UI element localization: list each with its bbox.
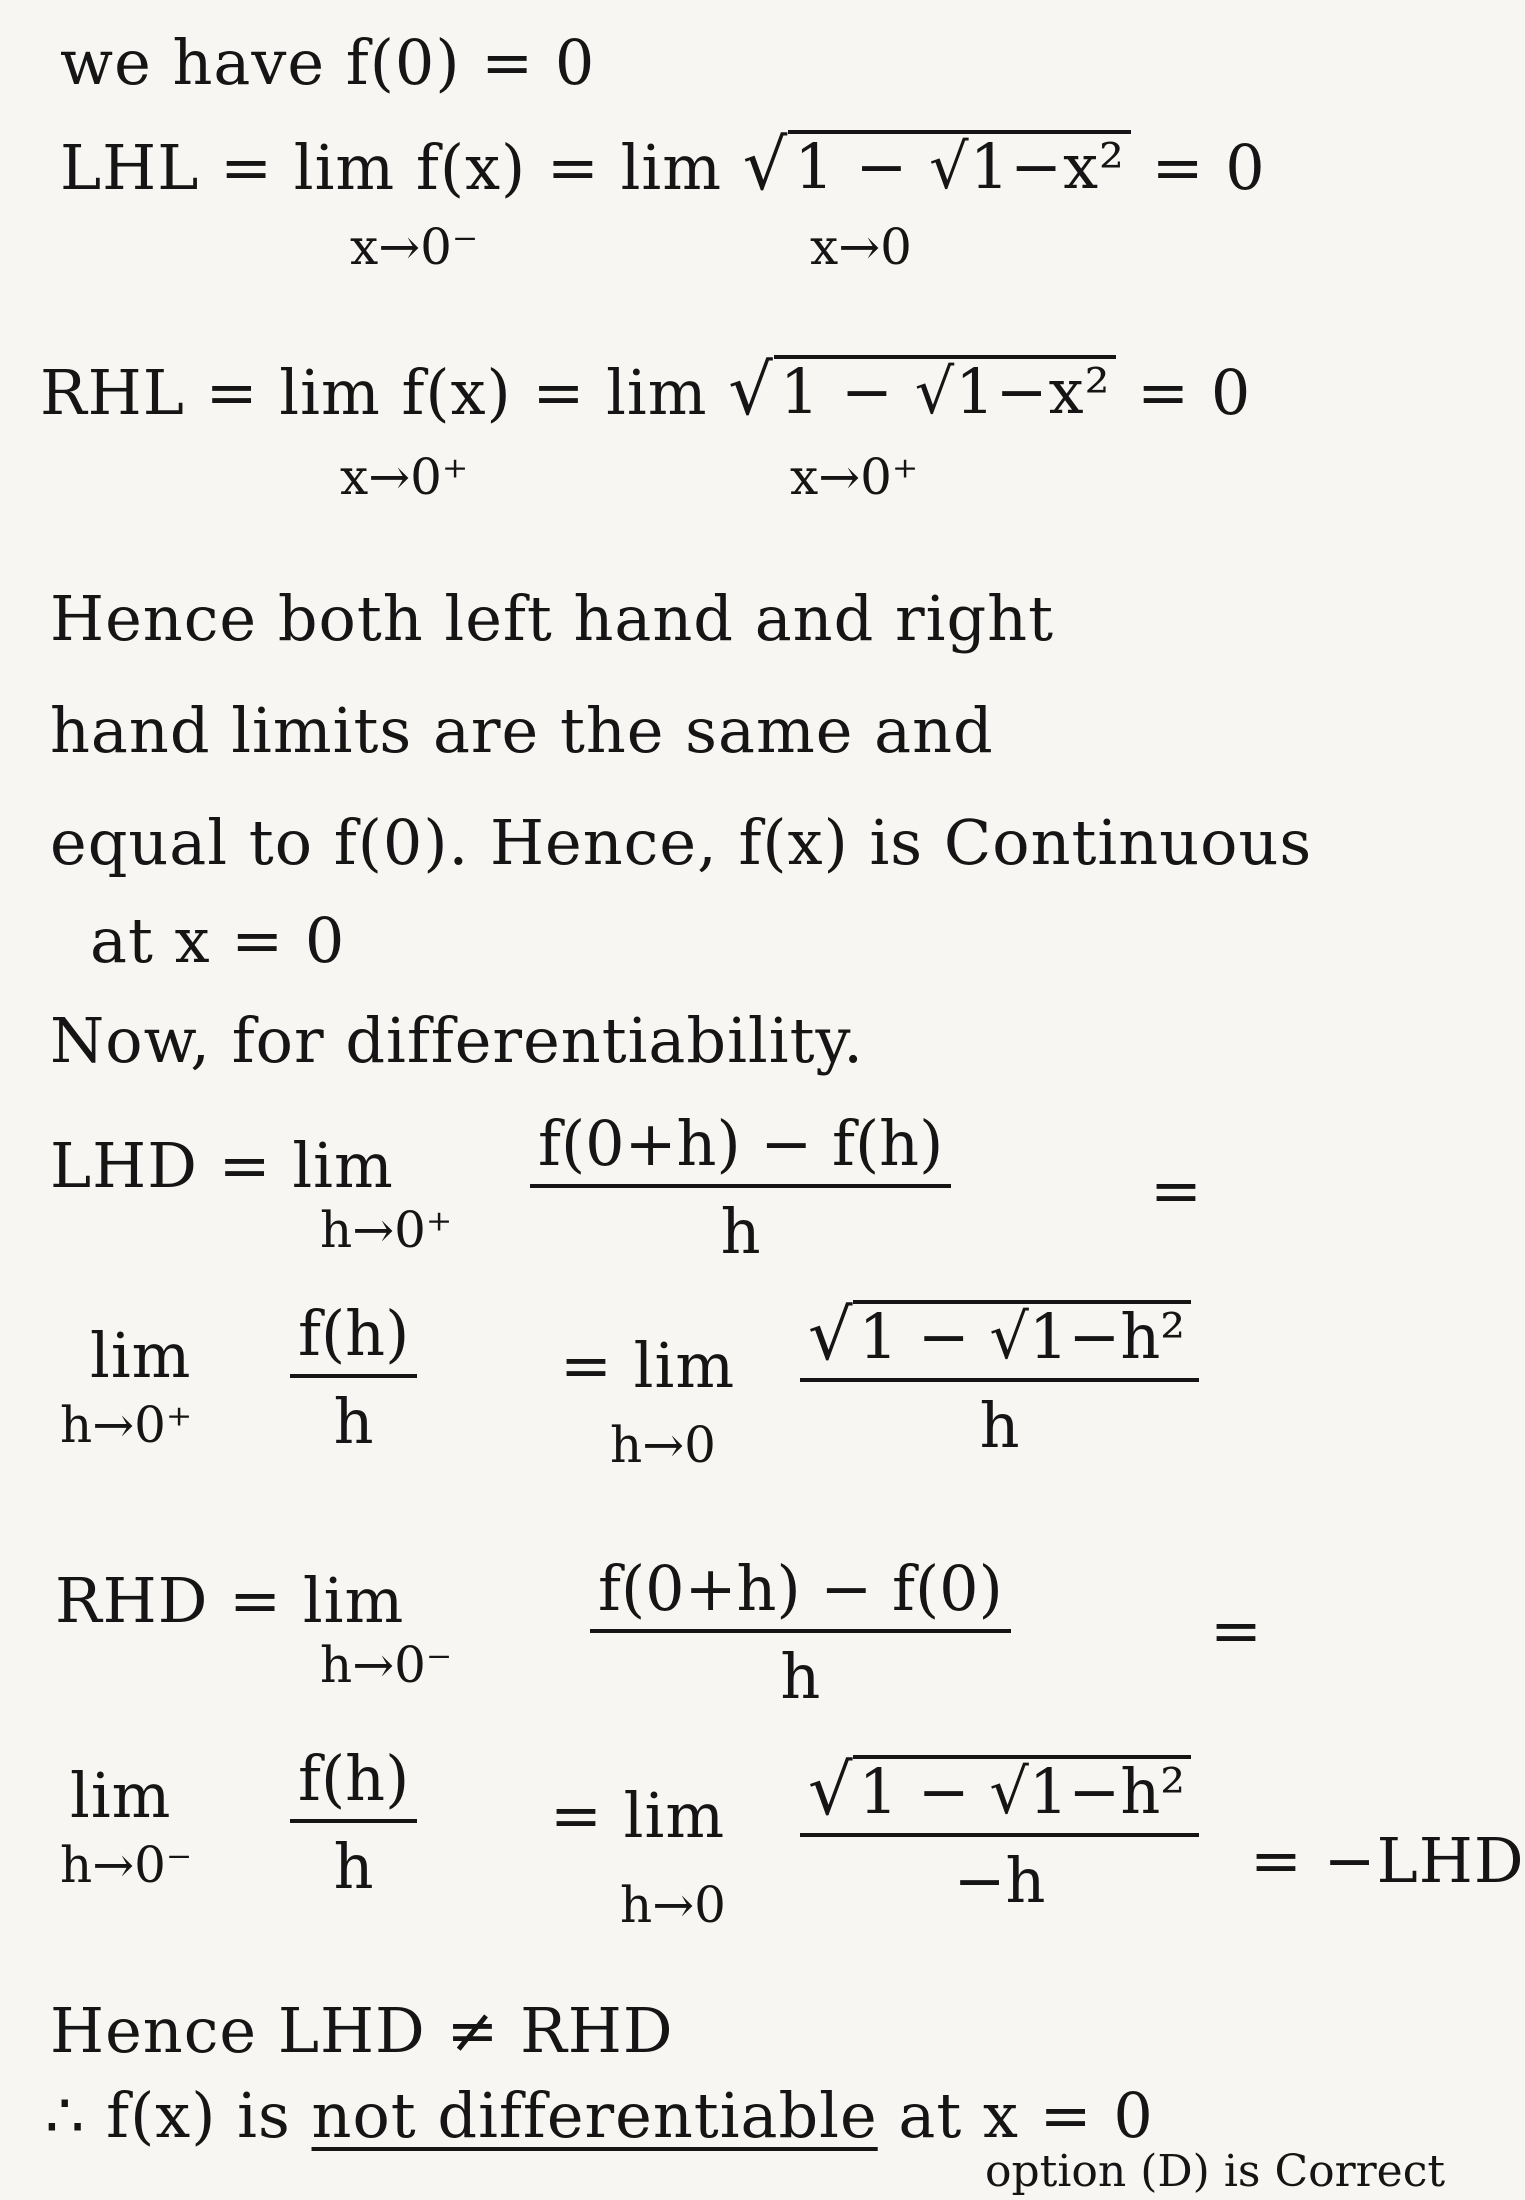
rhl-radical: √ 1 − √1−x²: [728, 355, 1116, 425]
rhl-limit-sub-right: x→0⁺: [790, 448, 919, 506]
lhl-limit-sub-right: x→0: [810, 218, 912, 276]
rhd-numerator: f(0+h) − f(0): [590, 1555, 1011, 1633]
rhd-fraction: [590, 1552, 1011, 1714]
rhl-tail: = 0: [1137, 356, 1252, 429]
lhd-fraction: [530, 1107, 951, 1269]
rhd2-limit-sub-right: h→0: [620, 1876, 726, 1934]
rhd2-numerator: f(h): [290, 1745, 417, 1823]
rhd2-lim: lim: [70, 1759, 172, 1832]
lhd2-lim: lim: [90, 1319, 192, 1392]
lhd2-radical-numerator: √ 1 − √1−h²: [800, 1300, 1199, 1382]
lhd-numerator: f(0+h) − f(h): [530, 1110, 951, 1188]
lhd2-radical-fraction: [800, 1294, 1199, 1463]
lhl-label: LHL = lim f(x) = lim: [60, 131, 723, 204]
lhl-limit-sub-left: x→0⁻: [350, 218, 479, 276]
lhd-limit-sub: h→0⁺: [320, 1201, 453, 1259]
lhl-radical: √ 1 − √1−x²: [743, 130, 1131, 200]
lhd2-limit-sub-right: h→0: [610, 1416, 716, 1474]
lhd2-denominator: h: [333, 1385, 374, 1459]
lhd-label: LHD = lim: [50, 1129, 394, 1202]
lhd2-numerator: f(h): [290, 1300, 417, 1378]
rhl-label: RHL = lim f(x) = lim: [40, 356, 708, 429]
rhd2-radical-fraction: [800, 1749, 1199, 1918]
rhl-limit-sub-left: x→0⁺: [340, 448, 469, 506]
lhl-line: [60, 124, 1266, 206]
conclusion-line-1: Hence LHD ≠ RHD: [50, 1994, 674, 2067]
rhd-denominator: h: [780, 1640, 821, 1714]
rhd2-radical-numerator: √ 1 − √1−h²: [800, 1755, 1199, 1837]
lhd2-limit-sub: h→0⁺: [60, 1396, 193, 1454]
now-differentiability-line: Now, for differentiability.: [50, 1004, 864, 1077]
lhl-tail: = 0: [1151, 131, 1266, 204]
lhd2-fraction: [290, 1297, 417, 1459]
rhd-equals: =: [1210, 1594, 1263, 1667]
conclusion-line-2-emphasis: not differentiable: [311, 2079, 878, 2152]
conclusion-line-2-start: ∴ f(x) is: [45, 2079, 291, 2152]
rhd2-limit-sub: h→0⁻: [60, 1836, 193, 1894]
conclusion-line-2: [45, 2079, 1154, 2152]
conclusion-line-2-end: at x = 0: [898, 2079, 1154, 2152]
hence-line-4: at x = 0: [90, 904, 346, 977]
rhd2-denominator: h: [333, 1830, 374, 1904]
rhd-limit-sub: h→0⁻: [320, 1636, 453, 1694]
lhd-denominator: h: [720, 1195, 761, 1269]
lhd2-mid: = lim: [560, 1329, 736, 1402]
rhd2-fraction: [290, 1742, 417, 1904]
rhd2-tail: = −LHD: [1250, 1824, 1525, 1897]
lhd2-radical-denominator: h: [979, 1389, 1020, 1463]
hence-line-2: hand limits are the same and: [50, 694, 994, 767]
intro-line: we have f(0) = 0: [60, 26, 596, 99]
rhl-line: [40, 349, 1252, 431]
hence-line-1: Hence both left hand and right: [50, 582, 1054, 655]
rhd2-mid: = lim: [550, 1779, 726, 1852]
answer-line: option (D) is Correct: [985, 2146, 1446, 2197]
rhd2-radical-denominator: −h: [953, 1844, 1046, 1918]
rhd-label: RHD = lim: [55, 1564, 405, 1637]
hence-line-3: equal to f(0). Hence, f(x) is Continuous: [50, 806, 1313, 879]
lhd-equals: =: [1150, 1154, 1203, 1227]
